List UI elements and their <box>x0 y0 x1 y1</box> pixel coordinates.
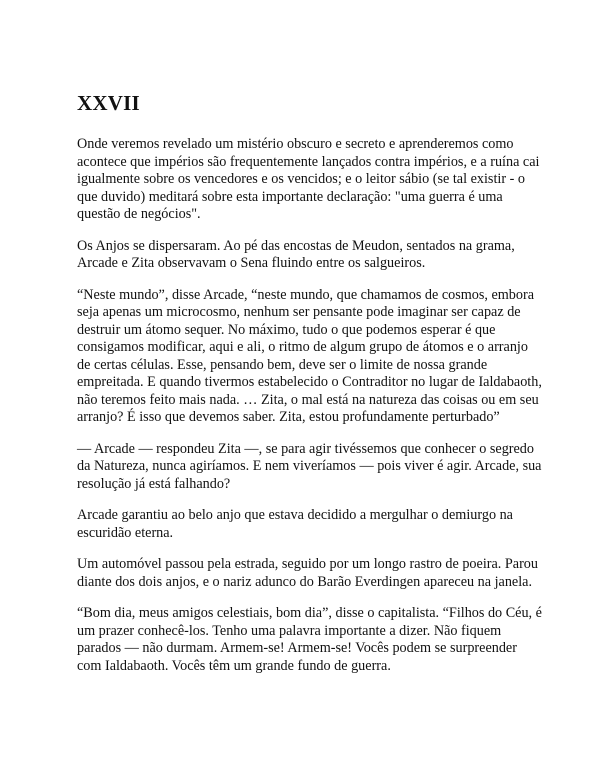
paragraph-arcade-speech: “Neste mundo”, disse Arcade, “neste mundo, que chamamos de cosmos, embora seja apenas um microcosmo, nenhum ser pensante pode imaginar ser capaz de destruir um átomo sequer. No máximo, tudo o que podemos esperar é que consigamos modificar, aqui e ali, o ritmo de algum grupo de átomos e o arranjo de certas células. Esse, pensando bem, deve ser o limite de nossa grande empreitada. E quando tivermos estabelecido o Contraditor no lugar de Ialdabaoth, não teremos feito mais nada. … Zita, o mal está na natureza das coisas ou em seu arranjo? É isso que devemos saber. Zita, estou profundamente perturbado” <box>77 286 542 426</box>
chapter-summary-paragraph: Onde veremos revelado um mistério obscuro e secreto e aprenderemos como acontece que impérios são frequentemente lançados contra impérios, e a ruína cai igualmente sobre os vencedores e os vencidos; e o leitor sábio (se tal existir - o que duvido) meditará sobre esta importante declaração: "uma guerra é uma questão de negócios". <box>77 136 540 223</box>
paragraph-zita-reply: — Arcade — respondeu Zita —, se para agir tivéssemos que conhecer o segredo da Natureza, nunca agiríamos. E nem viveríamos — pois viver é agir. Arcade, sua resolução já está falhando? <box>77 440 542 492</box>
document-page <box>77 92 542 689</box>
paragraph-arcade-resolve: Arcade garantiu ao belo anjo que estava decidido a mergulhar o demiurgo na escuridão eterna. <box>77 507 513 541</box>
paragraph-baron-speech: “Bom dia, meus amigos celestiais, bom dia”, disse o capitalista. “Filhos do Céu, é um prazer conhecê-los. Tenho uma palavra importante a dizer. Não fiquem parados — não durmam. Armem-se! Armem-se! Vocês podem se surpreender com Ialdabaoth. Vocês têm um grande fundo de guerra. <box>77 605 542 674</box>
chapter-title: XXVII <box>77 91 140 115</box>
paragraph-automobile: Um automóvel passou pela estrada, seguido por um longo rastro de poeira. Parou diante dos dois anjos, e o nariz adunco do Barão Everdingen apareceu na janela. <box>77 556 538 590</box>
paragraph-angels-dispersed: Os Anjos se dispersaram. Ao pé das encostas de Meudon, sentados na grama, Arcade e Zita observavam o Sena fluindo entre os salgueiros. <box>77 237 515 272</box>
